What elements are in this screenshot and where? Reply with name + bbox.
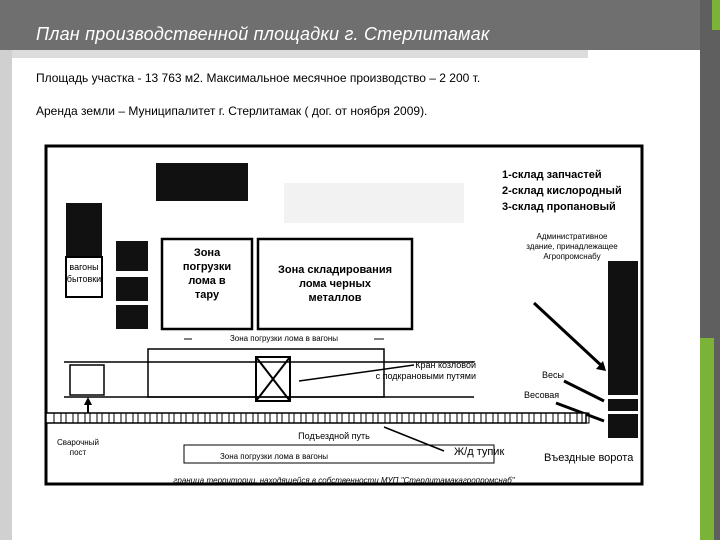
scales-arrow (564, 381, 604, 401)
storage-block-4 (116, 305, 148, 329)
zone-storage-line-1: Зона складирования (277, 264, 393, 276)
site-plan (44, 143, 644, 523)
railway-arrow (384, 427, 444, 451)
info-lease-line: Аренда земли – Муниципалитет г. Стерлитамак ( дог. от ноября 2009). (36, 104, 428, 118)
crane-label-2: с подкрановыми путями (375, 371, 476, 381)
storage-block-1 (66, 203, 102, 257)
welding-post (70, 365, 104, 395)
vagony-label-1: вагоны (69, 262, 99, 272)
info-area-line: Площадь участка - 13 763 м2. Максимальное месячное производство – 2 200 т. (36, 71, 481, 85)
right-accent-top (712, 0, 720, 30)
entrance-gate-label: Въездные ворота (544, 452, 634, 464)
zone-taru-line-4: тару (194, 289, 220, 301)
vagony-label-2: бытовки (66, 274, 102, 284)
welding-label-1: Сварочный (57, 438, 99, 447)
legend-item-3: 3-склад пропановый (502, 201, 616, 213)
faded-area (284, 183, 464, 223)
admin-arrow (534, 303, 604, 368)
zone-taru-line-2: погрузки (182, 261, 232, 273)
scales-block (608, 399, 638, 411)
admin-label-2: здание, принадлежащее (526, 242, 618, 251)
zone-wagons-bottom-label: Зона погрузки лома в вагоны (219, 452, 329, 461)
storage-block-3 (116, 277, 148, 301)
boundary-caption: граница территории, находящейся в собственности МУП "Стерлитамакагропромснаб" (173, 476, 515, 485)
legend-item-2: 2-склад кислородный (502, 185, 622, 197)
zone-taru-line-3: лома в (188, 275, 226, 287)
railway-deadend-label: Ж/д тупик (454, 446, 505, 458)
welding-label-2: пост (69, 448, 87, 457)
zone-storage-line-3: металлов (308, 292, 362, 304)
legend-item-1: 1-склад запчастей (502, 169, 602, 181)
storage-block-2 (116, 241, 148, 271)
weighing-block (608, 414, 638, 438)
scales-label: Весы (542, 370, 564, 380)
admin-label-1: Административное (536, 232, 608, 241)
storage-block-top (156, 163, 248, 201)
right-accent-bottom (700, 338, 714, 540)
access-road-label: Подъездной путь (298, 431, 370, 441)
weighing-label: Весовая (524, 390, 560, 400)
crane-label-1: Кран козловой (415, 360, 476, 370)
left-decor-strip (0, 0, 12, 540)
welding-arrow-head (84, 397, 92, 405)
zone-storage-line-2: лома черных (299, 278, 371, 290)
site-plan-svg (44, 143, 644, 523)
zone-wagons-top-label: Зона погрузки лома в вагоны (229, 334, 339, 343)
admin-building (608, 261, 638, 395)
admin-label-3: Агропромснабу (543, 252, 601, 261)
header-underline (12, 50, 588, 58)
slide-title: План производственной площадки г. Стерлитамак (36, 24, 490, 44)
zone-taru-line-1: Зона (193, 247, 221, 259)
